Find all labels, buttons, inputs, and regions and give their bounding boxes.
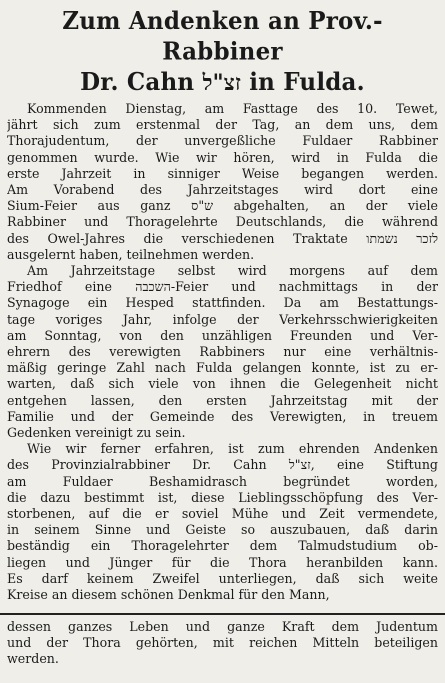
headline <box>7 6 438 97</box>
paragraph-line: beständig ein Thoragelehrter dem Talmudstudium ob- <box>7 538 438 554</box>
paragraph-line: Kommenden Dienstag, am Fasttage des 10. Tewet, <box>27 101 438 116</box>
paragraph-line: Synagoge ein Hesped stattfinden. Da am Bestattungs- <box>7 295 438 311</box>
paragraph-line: warten, daß sich viele von ihnen die Gelegenheit nicht <box>7 376 438 392</box>
paragraph-line: des Provinzialrabbiner Dr. Cahn זצ"ל, eine Stiftung <box>7 457 438 473</box>
paragraph-line: Wie wir ferner erfahren, ist zum ehrenden Andenken <box>27 441 438 457</box>
paragraph-line: Friedhof eine השכבה-Feier und nachmittags in der <box>7 279 438 295</box>
continuation-line: werden. <box>7 651 59 667</box>
paragraph-line: tage voriges Jahr, infolge der Verkehrsschwierigkeiten <box>7 311 438 327</box>
paragraph-line: Gedenken vereinigt zu sein. <box>7 425 186 441</box>
paragraph-line: Rabbiner und Thoragelehrte Deutschlands, die während <box>7 214 438 230</box>
continuation-line: und der Thora gehörten, mit reichen Mitteln beteiligen <box>7 635 438 651</box>
paragraph-2 <box>7 263 438 441</box>
paragraph-3 <box>7 441 438 603</box>
column-divider <box>0 613 445 615</box>
headline-hebrew-honorific: זצ"ל <box>202 68 241 96</box>
paragraph-line: Am Vorabend des Jahrzeitstages wird dort eine <box>7 182 438 198</box>
paragraph-line: Sium-Feier aus ganz ש"ס abgehalten, an der viele <box>7 198 438 214</box>
paragraph-line: storbenen, auf die er soviel Mühe und Zeit vermendete, <box>7 506 438 522</box>
headline-line-2 <box>7 67 438 97</box>
paragraph-line: erste Jahrzeit in sinniger Weise begangen werden. <box>7 165 438 181</box>
headline-place: in Fulda. <box>249 67 365 97</box>
paragraph-line: entgehen lassen, den ersten Jahrzeitstag mit der <box>7 392 438 408</box>
paragraph-line: liegen und Jünger für die Thora heranbilden kann. <box>7 554 438 570</box>
paragraph-line: genommen wurde. Wie wir hören, wird in Fulda die <box>7 149 438 165</box>
paragraph-1 <box>7 101 438 263</box>
headline-name: Dr. Cahn <box>80 67 195 97</box>
continuation-line: dessen ganzes Leben und ganze Kraft dem Judentum <box>7 619 438 634</box>
paragraph-line: in seinem Sinne und Geiste so auszubauen, daß darin <box>7 522 438 538</box>
article-body <box>7 101 438 603</box>
paragraph-line: Kreise an diesem schönen Denkmal für den Mann, <box>7 587 330 603</box>
paragraph-line: ehrern des verewigten Rabbiners nur eine verhältnis- <box>7 344 438 360</box>
paragraph-line: des Owel-Jahres die verschiedenen Traktate לזכר נשמתו <box>7 230 438 246</box>
paragraph-line: Familie und der Gemeinde des Verewigten, in treuem <box>7 408 438 424</box>
paragraph-line: mäßig geringe Zahl nach Fulda gelangen konnte, ist zu er- <box>7 360 438 376</box>
paragraph-line: jährt sich zum erstenmal der Tag, an dem uns, dem <box>7 117 438 133</box>
paragraph-line: ausgelernt haben, teilnehmen werden. <box>7 246 255 262</box>
paragraph-line: am Sonntag, von den unzähligen Freunden und Ver- <box>7 327 438 343</box>
paragraph-line: die dazu bestimmt ist, diese Lieblingsschöpfung des Ver- <box>7 489 438 505</box>
paragraph-line: Es darf keinem Zweifel unterliegen, daß sich weite <box>7 570 438 586</box>
paragraph-line: Am Jahrzeitstage selbst wird morgens auf dem <box>27 263 438 279</box>
headline-line-1: Zum Andenken an Prov.-Rabbiner <box>62 6 383 66</box>
paragraph-line: Thorajudentum, der unvergeßliche Fuldaer Rabbiner <box>7 133 438 149</box>
article-continuation <box>7 619 438 668</box>
paragraph-line: am Fuldaer Beshamidrasch begründet worden, <box>7 473 438 489</box>
